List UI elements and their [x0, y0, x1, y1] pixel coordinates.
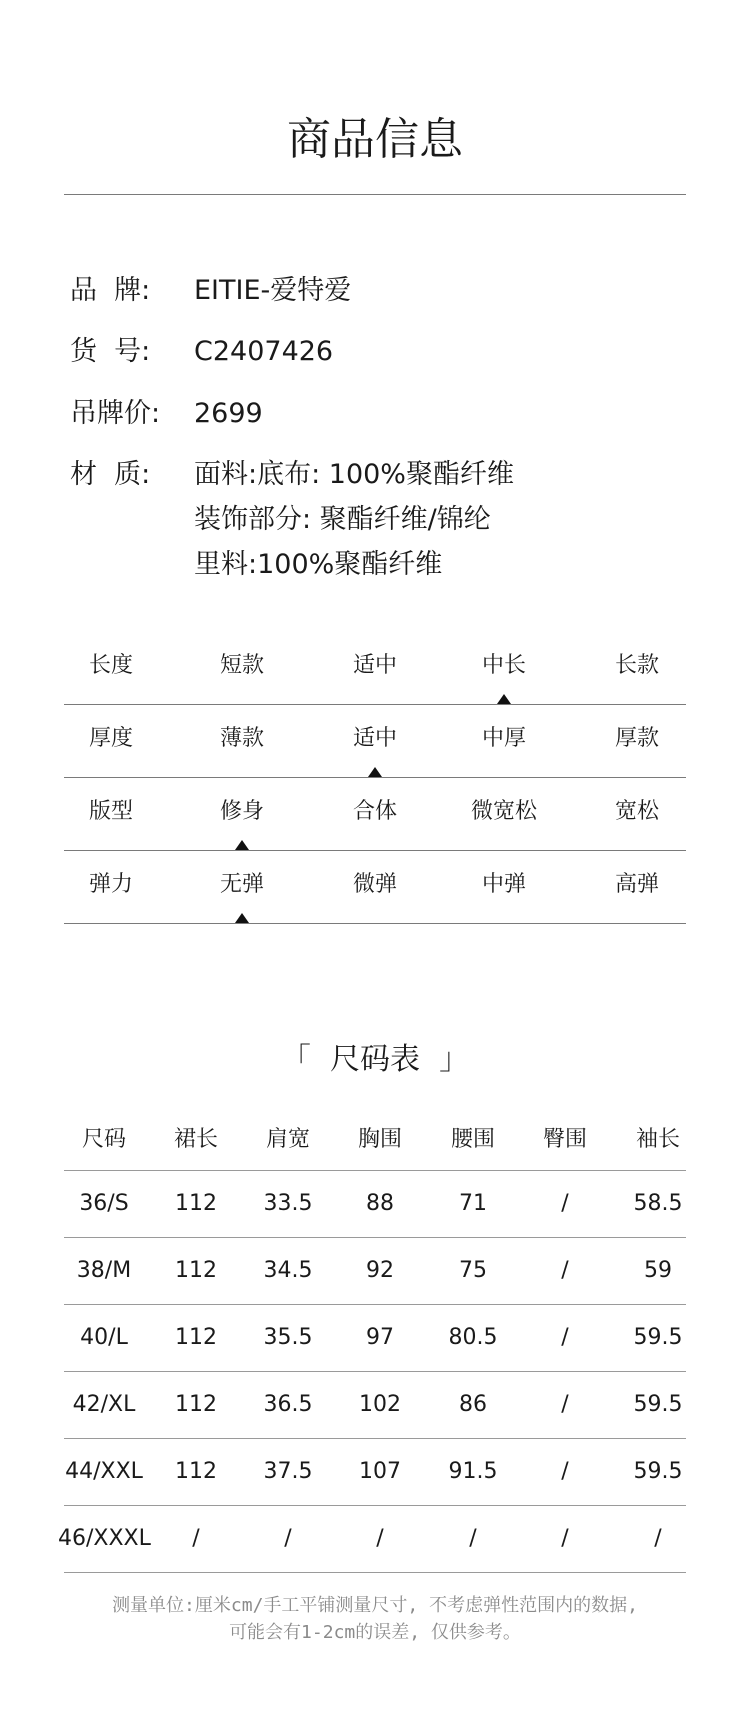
- attribute-option: [575, 704, 699, 777]
- attribute-option: [442, 631, 566, 704]
- size-cell: 35.5: [263, 1325, 313, 1350]
- size-cell: 112: [175, 1325, 217, 1350]
- size-cell: 97: [366, 1325, 394, 1350]
- attribute-name: [49, 631, 173, 704]
- size-cell: 58.5: [633, 1191, 683, 1216]
- size-header-cell: 肩宽: [265, 1127, 310, 1152]
- attribute-option-text: 厚款: [614, 726, 659, 751]
- attribute-option: [313, 704, 437, 777]
- info-value-line: 里料:100%聚酯纤维: [194, 549, 443, 580]
- size-header-cell: 尺码: [81, 1127, 126, 1152]
- size-table-row: [64, 1439, 686, 1506]
- size-header-cell: 臀围: [542, 1127, 587, 1152]
- size-table-row: [64, 1171, 686, 1238]
- attribute-option: [575, 631, 699, 704]
- attribute-row: [64, 631, 686, 705]
- info-label: 材 质:: [70, 459, 151, 490]
- size-cell: 40/L: [80, 1325, 128, 1350]
- size-table-row: [64, 1372, 686, 1439]
- size-header-cell: 裙长: [173, 1127, 218, 1152]
- attribute-option-text: 短款: [219, 653, 264, 678]
- attribute-name-text: 版型: [88, 799, 133, 824]
- size-cell: /: [561, 1325, 569, 1350]
- size-cell: /: [654, 1526, 662, 1551]
- note-line-2: 可能会有1-2cm的误差, 仅供参考。: [229, 1622, 521, 1643]
- size-cell: 86: [459, 1392, 487, 1417]
- size-cell: 71: [459, 1191, 487, 1216]
- note-line-1: 测量单位:厘米cm/手工平铺测量尺寸, 不考虑弹性范围内的数据,: [112, 1595, 638, 1616]
- size-cell: 112: [175, 1392, 217, 1417]
- selected-marker-icon: [235, 913, 249, 923]
- attribute-option: [180, 777, 304, 850]
- attribute-option: [313, 777, 437, 850]
- selected-marker-icon: [235, 840, 249, 850]
- attribute-option-text: 修身: [219, 799, 264, 824]
- attribute-row: [64, 704, 686, 778]
- size-cell: 112: [175, 1459, 217, 1484]
- size-cell: 42/XL: [72, 1392, 136, 1417]
- info-value: [194, 329, 333, 374]
- attribute-option: [575, 850, 699, 923]
- attribute-option: [180, 850, 304, 923]
- attribute-option-text: 中弹: [481, 872, 526, 897]
- attribute-name: [49, 777, 173, 850]
- size-cell: 107: [359, 1459, 401, 1484]
- size-cell: 46/XXXL: [58, 1526, 151, 1551]
- size-cell: 92: [366, 1258, 394, 1283]
- size-cell: /: [561, 1258, 569, 1283]
- info-value: [194, 391, 263, 436]
- attribute-option-text: 中长: [481, 653, 526, 678]
- info-value-line: C2407426: [194, 336, 334, 367]
- attribute-option-text: 薄款: [219, 726, 264, 751]
- attribute-option: [180, 704, 304, 777]
- size-cell: /: [561, 1392, 569, 1417]
- size-cell: 59.5: [633, 1392, 683, 1417]
- title-divider: [64, 194, 686, 195]
- attribute-name: [49, 704, 173, 777]
- info-value: [194, 452, 514, 587]
- size-cell: /: [192, 1526, 200, 1551]
- attribute-option: [442, 777, 566, 850]
- size-cell: 59.5: [633, 1459, 683, 1484]
- size-header-cell: 腰围: [450, 1127, 495, 1152]
- size-cell: /: [561, 1526, 569, 1551]
- attribute-option-text: 中厚: [481, 726, 526, 751]
- attribute-option: [180, 631, 304, 704]
- size-cell: 80.5: [448, 1325, 498, 1350]
- attribute-name-text: 长度: [88, 653, 133, 678]
- size-cell: /: [284, 1526, 292, 1551]
- size-chart-title: 「 尺码表 」: [280, 1042, 470, 1077]
- size-table: [58, 1110, 686, 1573]
- size-cell: 44/XXL: [65, 1459, 143, 1484]
- attribute-option-text: 微宽松: [470, 799, 537, 824]
- size-table-row: [58, 1506, 686, 1573]
- size-table-row: [64, 1305, 686, 1372]
- attribute-option-text: 适中: [352, 653, 397, 678]
- size-header-cell: 胸围: [357, 1127, 402, 1152]
- info-value-line: 面料:底布: 100%聚酯纤维: [194, 459, 514, 490]
- info-value: [194, 268, 351, 313]
- size-cell: 36.5: [263, 1392, 313, 1417]
- size-cell: 33.5: [263, 1191, 313, 1216]
- measurement-note: [0, 1592, 750, 1646]
- attribute-option-text: 无弹: [219, 872, 264, 897]
- size-cell: 112: [175, 1191, 217, 1216]
- size-cell: 75: [459, 1258, 487, 1283]
- info-label: 品 牌:: [70, 275, 151, 306]
- size-cell: 59.5: [633, 1325, 683, 1350]
- size-cell: 112: [175, 1258, 217, 1283]
- info-value-line: 装饰部分: 聚酯纤维/锦纶: [194, 504, 491, 535]
- attribute-option: [313, 850, 437, 923]
- attribute-row: [64, 850, 686, 924]
- size-table-header: [64, 1110, 686, 1171]
- size-cell: /: [376, 1526, 384, 1551]
- size-cell: 59: [644, 1258, 672, 1283]
- attribute-name-text: 厚度: [88, 726, 133, 751]
- size-cell: 88: [366, 1191, 394, 1216]
- attribute-option: [442, 704, 566, 777]
- size-cell: /: [561, 1459, 569, 1484]
- attribute-option: [313, 631, 437, 704]
- selected-marker-icon: [497, 694, 511, 704]
- info-value-line: EITIE-爱特爱: [194, 275, 352, 306]
- size-cell: 102: [359, 1392, 401, 1417]
- attribute-option-text: 合体: [352, 799, 397, 824]
- size-cell: 91.5: [448, 1459, 498, 1484]
- attribute-name: [49, 850, 173, 923]
- page-title: 商品信息: [287, 114, 463, 165]
- info-label: 吊牌价:: [70, 398, 161, 429]
- size-cell: 38/M: [76, 1258, 132, 1283]
- size-cell: /: [561, 1191, 569, 1216]
- attribute-name-text: 弹力: [88, 872, 133, 897]
- attribute-row: [64, 777, 686, 851]
- size-cell: 36/S: [79, 1191, 129, 1216]
- size-header-cell: 袖长: [635, 1127, 680, 1152]
- attribute-option-text: 宽松: [614, 799, 659, 824]
- info-label: 货 号:: [70, 336, 151, 367]
- attribute-option-text: 高弹: [614, 872, 659, 897]
- selected-marker-icon: [368, 767, 382, 777]
- attribute-option-text: 适中: [352, 726, 397, 751]
- attribute-option-text: 微弹: [352, 872, 397, 897]
- attribute-option: [442, 850, 566, 923]
- attribute-option-text: 长款: [614, 653, 659, 678]
- size-cell: /: [469, 1526, 477, 1551]
- info-value-line: 2699: [194, 398, 263, 429]
- attribute-option: [575, 777, 699, 850]
- size-cell: 34.5: [263, 1258, 313, 1283]
- size-table-row: [64, 1238, 686, 1305]
- size-cell: 37.5: [263, 1459, 313, 1484]
